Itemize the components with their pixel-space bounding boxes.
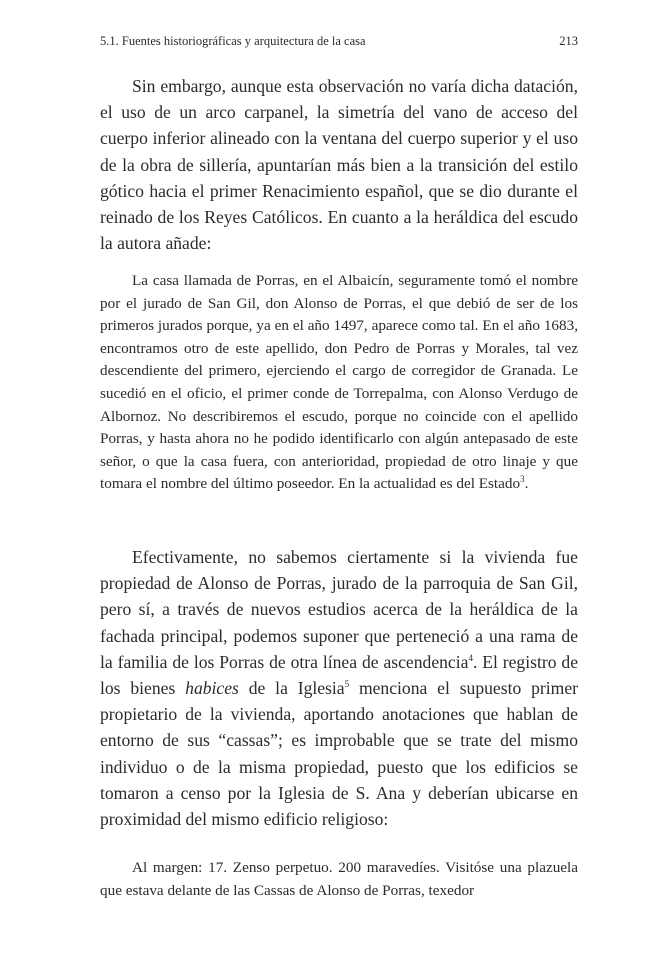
paragraph-text-c: de la Iglesia — [238, 678, 345, 699]
paragraph-text-d: menciona el supuesto primer propietario de la vivienda, aportando anotaciones que hablan de entorno de sus “cassas”; es improbable que se trate del mismo individuo o de la misma propiedad, puesto que los edificios se tomaron a censo por la Iglesia de S. Ana y deberían ubicarse en proximidad del mismo edificio religioso: — [100, 678, 579, 830]
footnote-ref-4[interactable]: 4 — [468, 652, 473, 663]
body-paragraph-1: Sin embargo, aunque esta observación no varía dicha datación, el uso de un arco carpanel, la simetría del vano de acceso del cuerpo inferior alineado con la ventana del cuerpo superior y el uso de la obra de sillería, apuntarían más bien a la transición del estilo gótico hacia el primer Renacimiento español, que se dio durante el reinado de los Reyes Católicos. En cuanto a la heráldica del escudo la autora añade: — [100, 76, 578, 254]
running-header — [100, 34, 578, 52]
block-quote-2: Al margen: 17. Zenso perpetuo. 200 maravedíes. Visitóse una plazuela que estava delante de las Cassas de Alonso de Porras, texedor — [100, 859, 578, 899]
quote-text: La casa llamada de Porras, en el Albaicín, seguramente tomó el nombre por el jurado de San Gil, don Alonso de Porras, el que debió de ser de los primeros jurados porque, ya en el año 1497, aparece como tal. En el año 1683, encontramos otro de este apellido, don Pedro de Porras y Morales, tal vez descendiente del primero, ejerciendo el cargo de corregidor de Granada. Le sucedió en el oficio, el primer conde de Torrepalma, con Alonso Verdugo de Albornoz. No describiremos el escudo, porque no coincide con el apellido Porras, y hasta ahora no he podido identificarlo con algún antepasado de este señor, o que la casa fuera, con anterioridad, propiedad de otro linaje y que tomara el nombre del último poseedor. En la actualidad es del Estado — [100, 272, 578, 493]
section-title: 5.1. Fuentes historiográficas y arquitectura de la casa — [100, 34, 366, 48]
paragraph-text-b: . El registro de los bienes — [100, 651, 579, 699]
italic-term: habices — [185, 678, 239, 699]
block-quote-1 — [100, 270, 578, 496]
page-number: 213 — [559, 34, 578, 48]
quote-end: . — [524, 475, 529, 493]
footnote-ref-3[interactable]: 3 — [520, 474, 525, 485]
body-paragraph-2 — [100, 544, 578, 832]
footnote-ref-5[interactable]: 5 — [344, 679, 350, 690]
paragraph-text-a: Efectivamente, no sabemos ciertamente si la vivienda fue propiedad de Alonso de Porras, jurado de la parroquia de San Gil, pero sí, a través de nuevos estudios acerca de la heráldica de la fachada principal, podemos suponer que perteneció a una rama de la familia de los Porras de otra línea de ascendencia — [100, 547, 578, 672]
